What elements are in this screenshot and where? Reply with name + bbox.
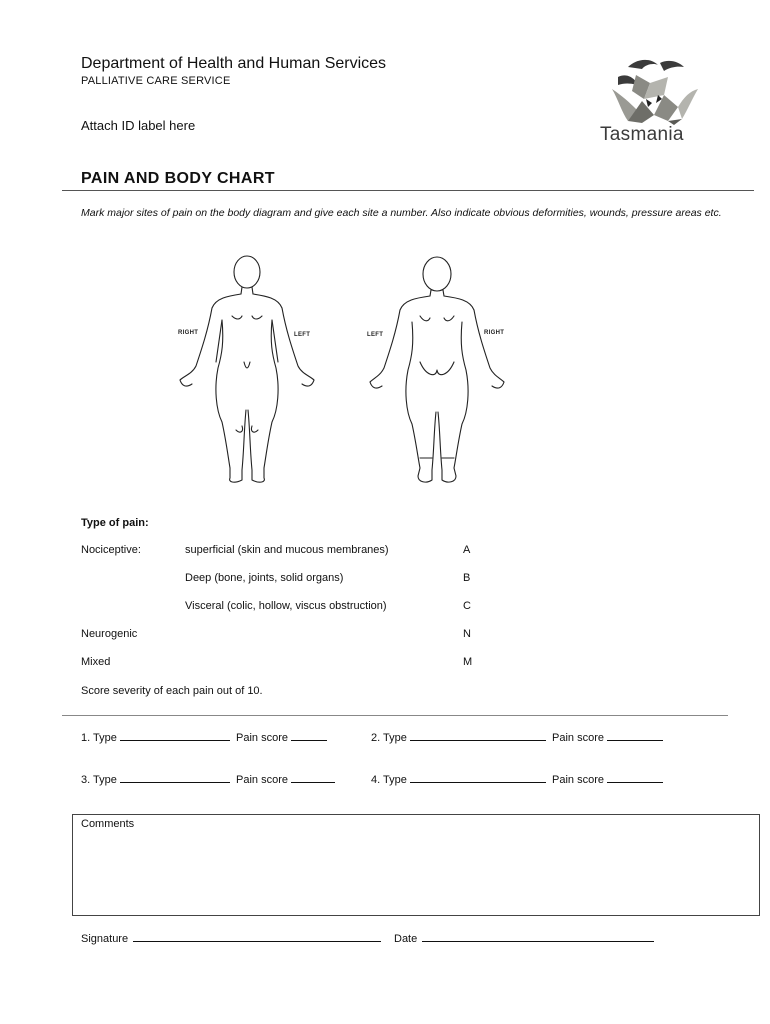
entry-4-score-field[interactable] [607,771,663,783]
pain-type-a-desc: superficial (skin and mucous membranes) [185,544,389,556]
title-divider [62,190,754,191]
date-line [394,930,654,945]
pain-type-b-code: B [463,572,471,584]
pain-type-c-desc: Visceral (colic, hollow, viscus obstruction) [185,600,387,612]
signature-line [81,930,381,945]
entry-2 [371,729,663,744]
entry-1-score-field[interactable] [291,729,327,741]
entry-4-score-label: Pain score [552,774,604,786]
service-name: PALLIATIVE CARE SERVICE [81,75,231,87]
entry-2-type-field[interactable] [410,729,546,741]
pain-type-c-code: C [463,600,471,612]
comments-box[interactable] [72,814,760,916]
entry-3-type-field[interactable] [120,771,230,783]
entry-3-score-field[interactable] [291,771,335,783]
comments-label: Comments [81,818,135,830]
back-body-figure [370,257,504,482]
front-left-label: LEFT [294,332,311,338]
entry-3-type-label: 3. Type [81,774,117,786]
entry-1 [81,729,327,744]
entry-4-type-field[interactable] [410,771,546,783]
signature-field[interactable] [133,930,381,942]
front-body-figure [180,256,314,482]
pain-type-n-code: N [463,628,471,640]
entry-1-type-label: 1. Type [81,732,117,744]
back-right-label: RIGHT [484,330,505,336]
pain-type-m-code: M [463,656,473,668]
date-field[interactable] [422,930,654,942]
front-right-label: RIGHT [178,330,199,336]
pain-type-heading: Type of pain: [81,517,149,529]
entry-1-score-label: Pain score [236,732,288,744]
entry-2-score-field[interactable] [607,729,663,741]
department-name: Department of Health and Human Services [81,55,387,72]
pain-type-b-desc: Deep (bone, joints, solid organs) [185,572,344,584]
entry-2-score-label: Pain score [552,732,604,744]
body-diagram[interactable] [170,250,550,500]
pain-type-n-desc: Neurogenic [81,628,138,640]
signature-label: Signature [81,933,129,945]
entry-4-type-label: 4. Type [371,774,407,786]
page-title: PAIN AND BODY CHART [81,170,275,187]
score-instruction: Score severity of each pain out of 10. [81,685,263,697]
entry-3-score-label: Pain score [236,774,288,786]
entry-2-type-label: 2. Type [371,732,407,744]
pain-type-a-code: A [463,544,471,556]
date-label: Date [394,933,418,945]
nociceptive-label: Nociceptive: [81,544,141,556]
entry-1-type-field[interactable] [120,729,230,741]
instructions-text: Mark major sites of pain on the body diagram and give each site a number. Also indicate obvious deformities, wounds, pressure areas etc. [81,207,722,219]
entry-4 [371,771,663,786]
logo-text: Tasmania [600,124,684,145]
attach-id-label: Attach ID label here [81,118,196,133]
back-left-label: LEFT [367,332,384,338]
entry-3 [81,771,335,786]
section-divider [62,715,728,716]
pain-type-m-desc: Mixed [81,656,111,668]
